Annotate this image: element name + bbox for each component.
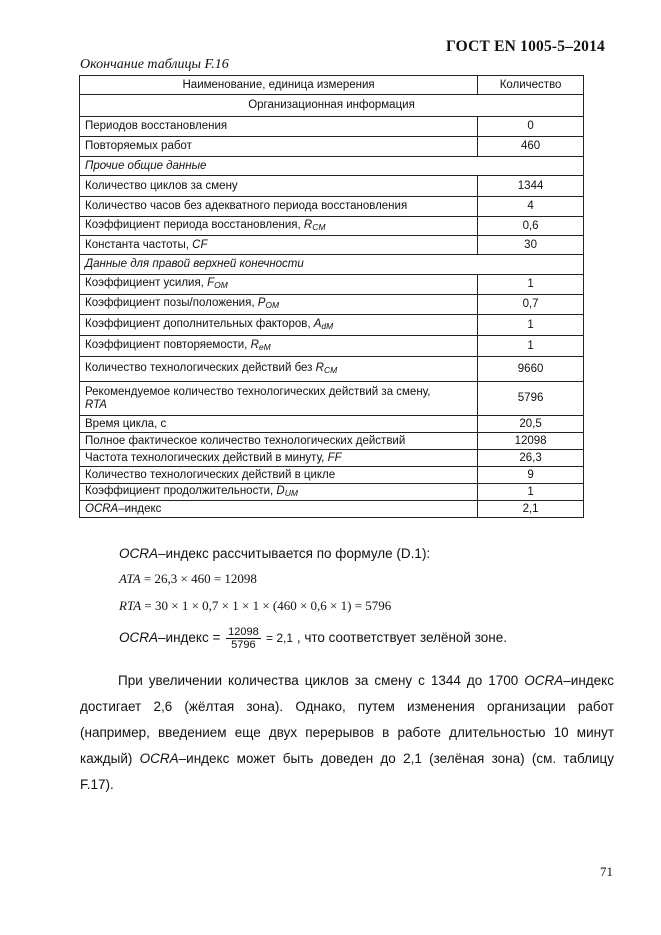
table-row: Коэффициент позы/положения, $P_{OM}$ 0,7 bbox=[80, 295, 584, 315]
table-row: OCRA–индекс 2,1 bbox=[80, 501, 584, 518]
header-name: Наименование, единица измерения bbox=[80, 76, 478, 95]
section-row: Данные для правой верхней конечности bbox=[80, 255, 584, 275]
table-row: Константа частоты, CF 30 bbox=[80, 236, 584, 255]
table-row: Количество технологических действий без $R_{CM}$ 9660 bbox=[80, 357, 584, 382]
table-row: Коэффициент периода восстановления, $R_{CM}$ 0,6 bbox=[80, 217, 584, 236]
table-caption: Окончание таблицы F.16 bbox=[80, 57, 229, 72]
table-row: Коэффициент усилия, $F_{OM}$ 1 bbox=[80, 275, 584, 295]
section-row: Организационная информация bbox=[80, 95, 584, 117]
data-table bbox=[79, 75, 584, 518]
conclusion-paragraph: При увеличении количества циклов за смену с 1344 до 1700 OCRA–индекс достигает 2,6 (жёлтая зона). Однако, путем изменения организации работ (например, введением еще двух перерывов в работе длительностью 10 минут каждый) OCRA–индекс может быть доведен до 2,1 (зелёная зона) (см. таблицу F.17). bbox=[80, 673, 614, 792]
table-row: Коэффициент повторяемости, $R_{eM}$ 1 bbox=[80, 336, 584, 357]
table-row: Количество часов без адекватного периода восстановления 4 bbox=[80, 197, 584, 217]
formula-intro: OCRA–индекс рассчитывается по формуле (D.1): bbox=[119, 546, 431, 561]
table-row: Рекомендуемое количество технологических действий за смену, RTA 5796 bbox=[80, 382, 584, 416]
section-row: Прочие общие данные bbox=[80, 157, 584, 176]
table-row: Повторяемых работ 460 bbox=[80, 137, 584, 157]
header-qty: Количество bbox=[478, 76, 584, 95]
table-row: Количество циклов за смену 1344 bbox=[80, 176, 584, 197]
formula-rta: RTA = 30 × 1 × 0,7 × 1 × 1 × (460 × 0,6 × 1) = 5796 bbox=[119, 598, 392, 613]
table-row: Коэффициент дополнительных факторов, $A_{dM}$ 1 bbox=[80, 315, 584, 336]
table-row: Коэффициент продолжительности, $D_{UM}$ 1 bbox=[80, 484, 584, 501]
table-header-row bbox=[80, 76, 584, 95]
table-row: Частота технологических действий в минуту, FF 26,3 bbox=[80, 450, 584, 467]
fraction: $\frac{12098}{5796}$ bbox=[228, 626, 259, 651]
table-row: Количество технологических действий в цикле 9 bbox=[80, 467, 584, 484]
document-code: ГОСТ EN 1005-5–2014 bbox=[446, 38, 605, 55]
table-row: Периодов восстановления 0 bbox=[80, 117, 584, 137]
formula-ata: ATA = 26,3 × 460 = 12098 bbox=[119, 571, 257, 586]
formula-ocra: OCRA–индекс = $\frac{12098}{5796}$ = 2,1 , что соответствует зелёной зоне. bbox=[119, 626, 507, 651]
table-row: Время цикла, с 20,5 bbox=[80, 416, 584, 433]
page-number: 71 bbox=[600, 864, 613, 879]
table-row: Полное фактическое количество технологических действий 12098 bbox=[80, 433, 584, 450]
